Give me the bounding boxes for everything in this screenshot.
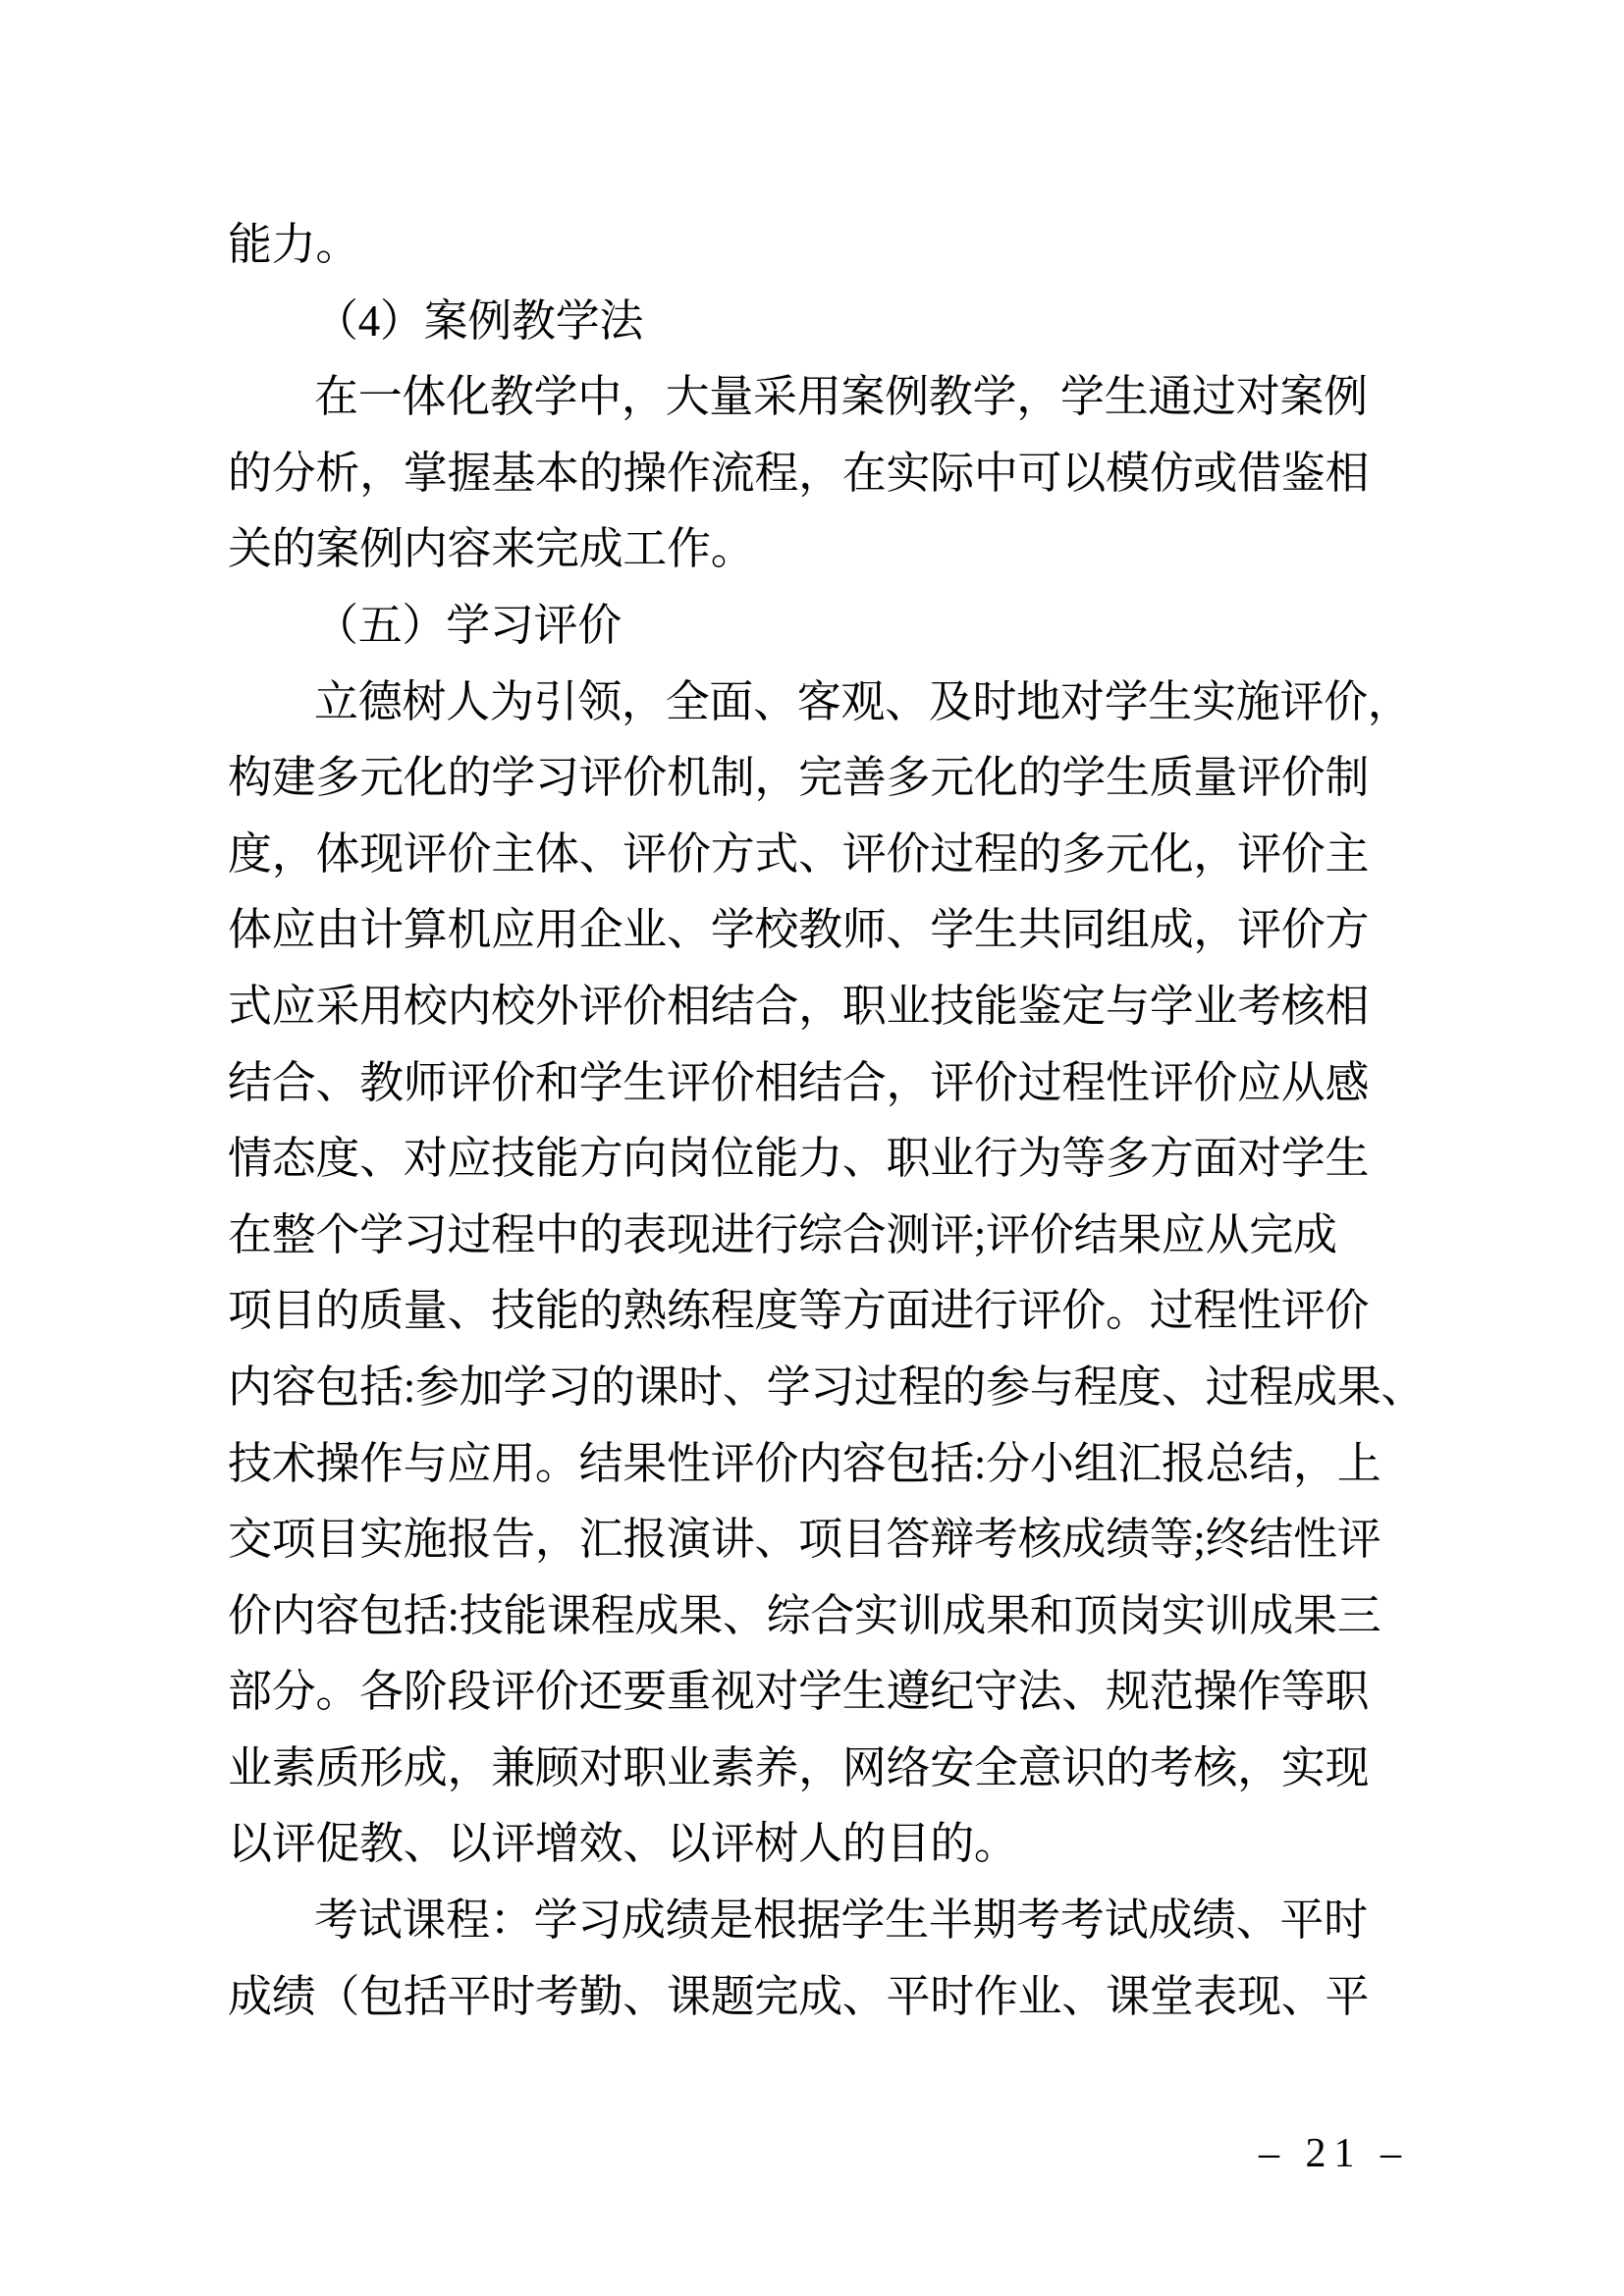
text-line: 体应由计算机应用企业、学校教师、学生共同组成，评价方: [228, 905, 1370, 955]
text-line: 内容包括:参加学习的课时、学习过程的参与程度、过程成果、: [228, 1362, 1426, 1412]
text-line: 情态度、对应技能方向岗位能力、职业行为等多方面对学生: [228, 1134, 1370, 1184]
text-line: 价内容包括:技能课程成果、综合实训成果和顶岗实训成果三: [228, 1590, 1381, 1640]
text-line: 部分。各阶段评价还要重视对学生遵纪守法、规范操作等职: [228, 1667, 1370, 1717]
text-line: 能力。: [228, 220, 360, 269]
text-line: （4）案例教学法: [314, 295, 644, 346]
text-line: 在一体化教学中，大量采用案例教学，学生通过对案例: [314, 372, 1368, 422]
text-line: 成绩（包括平时考勤、课题完成、平时作业、课堂表现、平: [228, 1971, 1370, 2021]
text-line: 项目的质量、技能的熟练程度等方面进行评价。过程性评价: [228, 1286, 1370, 1336]
text-block: [228, 220, 1426, 2050]
text-line: 关的案例内容来完成工作。: [228, 524, 755, 574]
text-line: 结合、教师评价和学生评价相结合，评价过程性评价应从感: [228, 1057, 1370, 1107]
text-line: 式应采用校内校外评价相结合，职业技能鉴定与学业考核相: [228, 981, 1370, 1031]
text-line: 以评促教、以评增效、以评树人的目的。: [228, 1819, 1018, 1869]
text-line: 在整个学习过程中的表现进行综合测评;评价结果应从完成: [228, 1209, 1337, 1259]
text-line: 业素质形成，兼顾对职业素养，网络安全意识的考核，实现: [228, 1742, 1370, 1792]
text-line: 交项目实施报告，汇报演讲、项目答辩考核成绩等;终结性评: [228, 1515, 1381, 1565]
text-line: 构建多元化的学习评价机制，完善多元化的学生质量评价制: [228, 753, 1370, 803]
text-line: 技术操作与应用。结果性评价内容包括:分小组汇报总结，上: [228, 1438, 1381, 1488]
text-line: 立德树人为引领，全面、客观、及时地对学生实施评价，: [314, 676, 1412, 726]
text-line: 考试课程：学习成绩是根据学生半期考考试成绩、平时: [314, 1896, 1368, 1946]
page-number: – 21 –: [1259, 2131, 1409, 2176]
text-line: 度，体现评价主体、评价方式、评价过程的多元化，评价主: [228, 828, 1370, 879]
text-line: （五）学习评价: [314, 600, 622, 650]
text-line: 的分析，掌握基本的操作流程，在实际中可以模仿或借鉴相: [228, 448, 1370, 498]
